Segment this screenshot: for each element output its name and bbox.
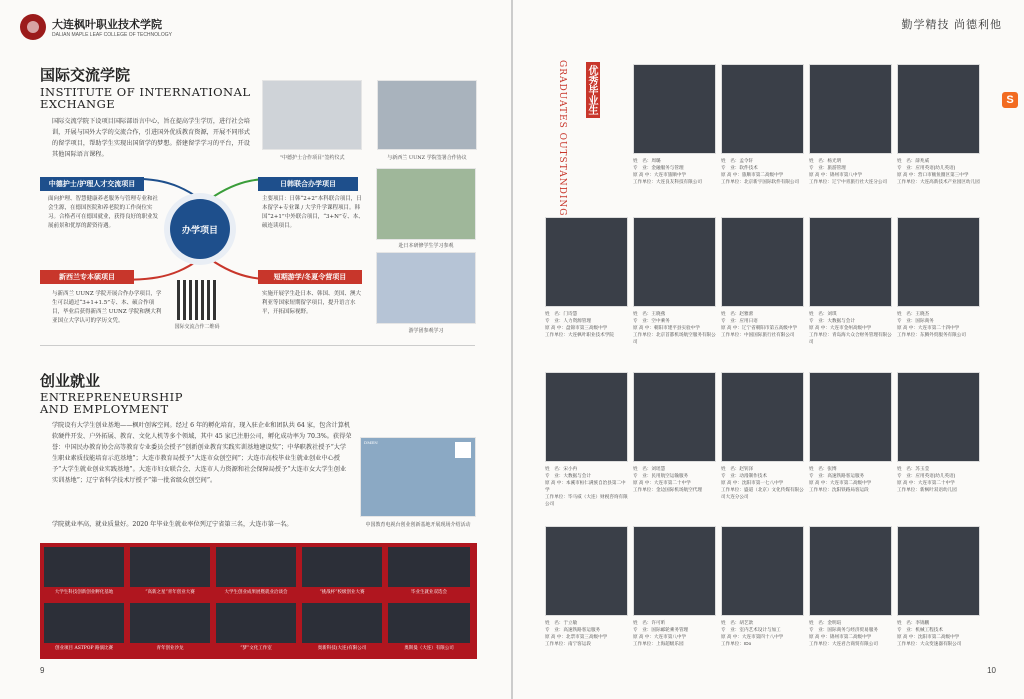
graduate-school: 原 高 中：营口市鲅鱼圈区第三中学 (897, 172, 969, 177)
photo-uunz-agreement (377, 80, 477, 150)
career-title-cn: 创业就业 (40, 372, 101, 390)
college-logo (20, 14, 172, 40)
graduate-info (897, 619, 980, 647)
graduate-school: 原 高 中：北票市第三高级中学 (545, 634, 608, 639)
photo-japan-study (376, 168, 476, 240)
graduate-school: 原 高 中：大连市第四十八中学 (721, 634, 784, 639)
graduate-work: 工作单位：大连良友科技有限公司 (633, 179, 702, 184)
graduate-work: 工作单位：毕马威（大连）财税咨询有限公司 (545, 494, 628, 506)
thumb-1 (44, 547, 124, 587)
graduate-major: 专 业：大数据与会计 (809, 318, 855, 323)
career-employment-rate: 学院就业率高，就业质量好。2020 年毕业生就业率位列辽宁省第三名，大连市第一名。 (52, 521, 293, 528)
graduate-major: 专 业：应用日语 (721, 318, 758, 323)
tag-short-study: 短期游学/冬夏令营项目 (258, 270, 362, 284)
graduate-name: 姓 名：宋小冉 (545, 466, 578, 471)
graduate-info (809, 157, 892, 185)
graduate-major: 专 业：室内艺术设计与加工 (721, 627, 781, 632)
career-description: 学院设有大学生创业基地——枫叶创客空间。经过 6 年的孵化培育，现入驻企业和团队共 64 家，包含计算机软硬件开发、户外拓展、教育、文化人机等多个领域，其中 45 家已注册公司，孵化成功率为 70.3%。获得荣誉：中国民办教育协会高等教育专业委员会授予“创新创业教育实践实训基地建设奖”；中华职教社授予“大学生职业素质技能培育示范基地”；大连市教育局授予“大连市众创空间”；大连市高校毕业生就业创业中心授予“大学生就业创业实践基地”。大连市妇女联合会、大连市人力资源和社会保障局授予“大连市女大学生创业实训基地”；辽宁省科学技术厅授予“第一批省级众创空间”。 (52, 422, 352, 484)
graduate-work: 工作单位：青岛海大众合财务管理有限公司 (809, 332, 892, 344)
graduate-photo (633, 217, 716, 307)
graduate-photo (809, 217, 892, 307)
graduate-name: 姓 名：许可昕 (633, 620, 666, 625)
graduate-name: 姓 名：杨光明 (809, 158, 842, 163)
graduate-major: 专 业：高速铁路客运服务 (545, 627, 601, 632)
left-page (0, 0, 511, 699)
graduate-work: 工作单位：大连君合商贸有限公司 (809, 641, 878, 646)
photo-study-tour (376, 252, 476, 324)
grads-title-cn: 优秀毕业生 (586, 62, 600, 118)
graduate-info (809, 310, 892, 345)
graduate-work: 工作单位：大众变速器有限公司 (897, 641, 962, 646)
text-short-study: 实施开展学生赴日本、韩国、美国、澳大利亚等国家短期留学项目，提升语言水平，开拓国际视野。 (262, 291, 362, 315)
graduate-info (897, 465, 980, 493)
graduate-school: 原 高 中：大连市第八中学 (633, 634, 687, 639)
graduate-school: 原 高 中：旅顺市第二高级中学 (721, 172, 784, 177)
graduate-info (633, 619, 716, 647)
photo-signing-ceremony (262, 80, 362, 150)
thumb-caption-4: “挑战杯”校级创业大赛 (319, 590, 365, 595)
graduate-info (809, 465, 892, 493)
graduate-name: 姓 名：门诗慧 (545, 311, 578, 316)
graduate-major: 专 业：旅游管理 (809, 165, 846, 170)
graduate-school: 原 高 中：锦州市第八中学 (809, 172, 863, 177)
thumb-9 (302, 603, 382, 643)
graduate-major: 专 业：人力资源管理 (545, 318, 591, 323)
intl-title-cn: 国际交流学院 (40, 66, 131, 84)
thumb-caption-8: “梦”文化工作室 (240, 646, 272, 651)
aerial-label: DMEN (364, 440, 378, 445)
activities-banner (40, 543, 477, 659)
intl-title-en-line1: INSTITUTE OF INTERNATIONAL (40, 85, 251, 99)
graduate-school: 原 高 中：大连市第二十四中学 (897, 325, 960, 330)
graduate-photo (721, 526, 804, 616)
graduate-work: 工作单位：IDo (721, 641, 752, 646)
graduate-major: 专 业：大数据与会计 (545, 473, 591, 478)
thumb-5 (388, 547, 470, 587)
college-motto: 勤学精技 尚德利他 (901, 18, 1002, 31)
graduate-photo (809, 64, 892, 154)
graduate-photo (545, 372, 628, 462)
graduate-school: 原 高 中：盘锦市第三高级中学 (545, 325, 608, 330)
graduate-info (721, 465, 804, 500)
tag-new-zealand: 新西兰专本硕项目 (40, 270, 134, 284)
graduate-school: 原 高 中：大连市第二高级中学 (809, 480, 872, 485)
graduate-work: 工作单位：北京首都机场航空服务有限公司 (633, 332, 716, 344)
graduate-photo (897, 526, 980, 616)
graduate-name: 姓 名：刘琪 (809, 311, 837, 316)
graduate-work: 工作单位：大连高新技术产业园区幼儿园 (897, 179, 980, 184)
graduate-photo (809, 526, 892, 616)
graduate-major: 专 业：空中乘务 (633, 318, 670, 323)
graduate-major: 专 业：软件技术 (721, 165, 758, 170)
text-new-zealand: 与新西兰 UUNZ 学院开展合作办学项目，学生可以通过“3+1+1.5”专、本、硕合作项目，毕业后获得新西兰 UUNZ 学院和澳大利亚国立大学认可的学历文凭。 (52, 291, 162, 324)
graduate-work: 工作单位：大连枫叶职业技术学院 (545, 332, 614, 337)
graduate-name: 姓 名：赵钊泽 (721, 466, 754, 471)
graduate-photo (633, 526, 716, 616)
intl-title-en-line2: EXCHANGE (40, 97, 116, 111)
graduate-name: 姓 名：金明瑄 (809, 620, 842, 625)
graduate-name: 姓 名：李锦鹏 (897, 620, 930, 625)
graduate-photo (897, 217, 980, 307)
thumb-2 (130, 547, 210, 587)
logo-name-en: DALIAN MAPLE LEAF COLLEGE OF TECHNOLOGY (52, 32, 172, 38)
graduate-info (545, 465, 628, 507)
text-german-nursing: 面向护理、智慧健康养老服务与管理专业和社会生源，在德国医院和养老院的工作岗位实习。合格者可在德国就业，获得良好的职业发展前景和优厚的薪资待遇。 (48, 196, 159, 229)
graduate-photo (897, 372, 980, 462)
tag-german-nursing: 中德护士/护理人才交流项目 (40, 177, 144, 191)
graduate-name: 姓 名：王晓杰 (897, 311, 930, 316)
graduate-school: 原 高 中：本溪市桓仁满族自治县第二中学 (545, 480, 626, 492)
graduate-name: 姓 名：王晓燕 (633, 311, 666, 316)
graduate-info (633, 465, 716, 493)
section-divider (40, 345, 475, 346)
qr-code[interactable] (177, 280, 217, 320)
thumb-caption-9: 奥新科技(大连)有限公司 (317, 646, 367, 651)
graduate-work: 工作单位：上海超级乐园 (633, 641, 684, 646)
graduate-name: 姓 名：张博 (809, 466, 837, 471)
text-japan-korea: 主要项目：日韩“2+2”本科联合项目，日本留学+专业课 / 大学升学课程项目。韩国“2+1”中外联合项目，“3+N”专、本、硕连读项目。 (262, 196, 364, 229)
graduate-name: 姓 名：刘瑶慧 (633, 466, 666, 471)
graduate-work: 工作单位：东腾外贸服务有限公司 (897, 332, 966, 337)
photo-uunz-caption: 与新西兰 UUNZ 学院签署合作协议 (387, 155, 467, 161)
graduate-major: 专 业：国际邮轮乘务管理 (633, 627, 689, 632)
maple-leaf-logo-icon (20, 14, 46, 40)
graduate-name: 姓 名：赵雅蕾 (721, 311, 754, 316)
photo-campus-aerial (360, 437, 476, 517)
photo-signing-caption: “中德护士合作项目”签约仪式 (279, 155, 345, 161)
photo-japan-caption: 赴日本研修学生学习参观 (398, 243, 454, 249)
thumb-caption-6: 创业项目 ASTPOP 路演比赛 (55, 646, 113, 651)
graduate-photo (545, 217, 628, 307)
tag-japan-korea: 日韩联合办学项目 (258, 177, 358, 191)
graduate-info (633, 157, 716, 185)
qr-caption: 国际交流合作二维码 (174, 324, 220, 330)
logo-name-cn: 大连枫叶职业技术学院 (52, 18, 162, 31)
graduate-info (721, 157, 804, 185)
aerial-caption: 中国教育电视台创业创新基地开展现场介绍活动 (365, 522, 471, 528)
graduate-work: 工作单位：北京新宇国际软件有限公司 (721, 179, 800, 184)
graduate-work: 工作单位：中国国际旅行社有限公司 (721, 332, 795, 337)
graduate-school: 原 高 中：沈阳市第二高级中学 (897, 634, 960, 639)
thumb-8 (216, 603, 296, 643)
thumb-caption-2: “高新之星”青年创业大赛 (145, 590, 195, 595)
graduate-work: 工作单位：南宁客运段 (545, 641, 591, 646)
graduate-name: 姓 名：薛兆威 (897, 158, 930, 163)
graduate-school: 原 高 中：大连市第二十中学 (633, 480, 691, 485)
graduate-major: 专 业：金融服务与管理 (633, 165, 684, 170)
grads-title-en: GRADUATES OUTSTANDING (557, 60, 567, 217)
thumb-caption-7: 青年创业沙龙 (156, 646, 184, 651)
graduate-photo (721, 372, 804, 462)
graduate-school: 原 高 中：辽宁省朝阳市第五高级中学 (721, 325, 798, 330)
thumb-7 (130, 603, 210, 643)
graduate-photo (721, 217, 804, 307)
thumb-caption-5: 毕业生就业双选会 (411, 590, 447, 595)
page-number-left: 9 (40, 666, 45, 675)
graduate-photo (809, 372, 892, 462)
graduate-major: 专 业：国际商务与经济贸易服务 (809, 627, 878, 632)
thumb-caption-10: 奥斯曼（大连）有限公司 (404, 646, 454, 651)
graduate-info (721, 310, 804, 338)
thumb-4 (302, 547, 382, 587)
projects-hub: 办学项目 (170, 199, 230, 259)
graduate-info (721, 619, 804, 647)
intl-description: 国际交流学院下设项目国际部语言中心，旨在提高学生学历，进行社会培训，开展与国外大学的交流合作，引进国外优质教育资源，开展不同形式的留学项目，帮助学生实现出国留学的梦想。搭建留学学习的平台，开设其他国际语言课程。 (52, 118, 250, 158)
graduate-name: 姓 名：孟令轩 (721, 158, 754, 163)
graduate-major: 专 业：动漫制作技术 (721, 473, 767, 478)
graduate-school: 原 高 中：大连市第二十中学 (897, 480, 955, 485)
graduate-photo (633, 372, 716, 462)
graduate-major: 专 业：民用航空运输服务 (633, 473, 689, 478)
graduate-info (897, 157, 980, 185)
graduate-school: 原 高 中：锦州市第二高级中学 (809, 634, 872, 639)
page-number-right: 10 (987, 666, 996, 675)
graduate-school: 原 高 中：沈阳市第一七八中学 (721, 480, 784, 485)
career-title-en-line2: AND EMPLOYMENT (40, 402, 169, 416)
graduate-name: 姓 名：周璐 (633, 158, 661, 163)
thumb-caption-3: 大学生创业成果展暨就业洽谈会 (224, 590, 288, 595)
graduate-photo (545, 526, 628, 616)
graduate-info (545, 310, 628, 338)
graduate-photo (897, 64, 980, 154)
graduate-school: 原 高 中：大连市旅顺中学 (633, 172, 687, 177)
graduate-info (633, 310, 716, 345)
graduate-work: 工作单位：金边国际机场航空代理 (633, 487, 702, 492)
graduate-info (545, 619, 628, 647)
sogou-icon[interactable]: S (1002, 92, 1018, 108)
graduate-info (897, 310, 980, 338)
graduate-info (809, 619, 892, 647)
aerial-qr-icon (455, 442, 471, 458)
graduate-major: 专 业：应用英语(幼儿英语) (897, 165, 956, 170)
graduate-major: 专 业：机械工程技术 (897, 627, 943, 632)
thumb-3 (216, 547, 296, 587)
graduate-name: 姓 名：胡艺歆 (721, 620, 754, 625)
graduate-work: 工作单位：新枫叶双语幼儿园 (897, 487, 957, 492)
graduate-school: 原 高 中：大连市金州高级中学 (809, 325, 872, 330)
graduate-name: 姓 名：苏玉莹 (897, 466, 930, 471)
graduate-work: 工作单位：沈阳铁路局客运段 (809, 487, 869, 492)
graduate-photo (633, 64, 716, 154)
graduate-school: 原 高 中：朝阳市建平县实验中学 (633, 325, 700, 330)
graduate-photo (721, 64, 804, 154)
graduate-major: 专 业：应用英语(幼儿英语) (897, 473, 956, 478)
thumb-10 (388, 603, 470, 643)
graduate-name: 姓 名：于立敏 (545, 620, 578, 625)
graduate-work: 工作单位：辽宁中青旅行社大连分公司 (809, 179, 888, 184)
graduate-work: 工作单位：盛道（北京）文化传媒有限公司大连分公司 (721, 487, 804, 499)
graduate-major: 专 业：高速铁路客运服务 (809, 473, 865, 478)
thumb-6 (44, 603, 124, 643)
career-title-en-line1: ENTREPRENEURSHIP (40, 390, 183, 404)
thumb-caption-1: 大学生科技创新创业孵化基地 (54, 590, 114, 595)
photo-tour-caption: 游学团参观学习 (408, 328, 444, 334)
graduate-major: 专 业：国际商务 (897, 318, 934, 323)
